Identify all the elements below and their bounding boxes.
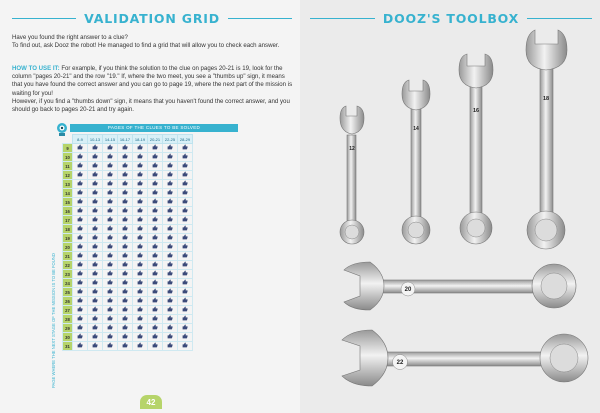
thumb-icon [118,162,133,171]
thumb-icon [118,315,133,324]
thumb-icon [118,261,133,270]
thumb-icon [118,153,133,162]
grid-corner [63,135,73,144]
thumb-icon [103,153,118,162]
grid-column-20-21: 20-21 [148,135,163,144]
thumb-icon [178,243,193,252]
thumb-icon [148,342,163,351]
thumb-icon [133,180,148,189]
page-number: 42 [140,395,162,409]
thumb-icon [88,306,103,315]
thumb-icon [73,333,88,342]
thumb-icon [178,297,193,306]
thumb-icon [118,342,133,351]
thumb-icon [178,333,193,342]
wrench-22-label: 22 [396,360,404,366]
grid-column-14-15: 14-15 [103,135,118,144]
thumb-icon [178,342,193,351]
thumb-icon [103,270,118,279]
thumb-icon [148,270,163,279]
thumb-icon [178,189,193,198]
thumb-icon [163,333,178,342]
thumb-icon [163,243,178,252]
thumb-icon [163,144,178,153]
grid-body [63,144,193,351]
grid-row-29: 29 [63,324,73,333]
thumb-icon [73,252,88,261]
thumb-icon [148,279,163,288]
how-to-body: For example, if you think the solution to the clue on pages 20-21 is 19, look for the column "pages 20-21" and the row "19." If, where the two meet, you see a "thumbs up" sign, it means that you have found the correct answer and you can go to page 19, where the next part of the mission is waiting for you! [12,65,293,97]
thumb-icon [88,261,103,270]
thumb-icon [103,324,118,333]
thumb-icon [178,315,193,324]
thumb-icon [88,279,103,288]
thumb-icon [148,315,163,324]
thumb-icon [133,252,148,261]
thumb-icon [103,261,118,270]
thumb-icon [73,198,88,207]
thumb-icon [73,171,88,180]
intro-line-1: Have you found the right answer to a clue? [12,34,128,41]
thumb-icon [103,288,118,297]
thumb-icon [148,225,163,234]
thumb-icon [118,207,133,216]
thumb-icon [133,234,148,243]
thumb-icon [148,324,163,333]
thumb-icon [163,189,178,198]
thumb-icon [163,171,178,180]
grid-row-28: 28 [63,315,73,324]
header-rule-right [228,18,292,19]
thumb-icon [118,252,133,261]
grid-row-15: 15 [63,198,73,207]
thumb-icon [133,306,148,315]
thumb-icon [148,207,163,216]
thumb-icon [118,306,133,315]
row-axis-label-text: PAGE WHERE THE NEXT STAGE OF THE MISSION IS TO BE FOUND [51,253,56,388]
validation-grid [50,120,240,392]
thumb-icon [73,306,88,315]
how-to-body-2: However, if you find a "thumbs down" sign, it means that you haven't found the correct answer, and you should go back to pages 20-21 and try again. [12,97,290,114]
thumb-icon [163,180,178,189]
table-row [63,288,193,297]
grid-row-13: 13 [63,180,73,189]
table-row [63,342,193,351]
thumb-icon [103,189,118,198]
thumb-icon [73,342,88,351]
thumb-icon [133,261,148,270]
table-row [63,297,193,306]
table-row [63,333,193,342]
thumb-icon [103,297,118,306]
thumb-icon [73,288,88,297]
thumb-icon [103,198,118,207]
table-row [63,225,193,234]
grid-row-19: 19 [63,234,73,243]
table-row [63,324,193,333]
thumb-icon [178,171,193,180]
thumb-icon [178,225,193,234]
thumb-icon [73,153,88,162]
wrench-14-icon [402,80,430,244]
thumb-icon [118,333,133,342]
table-row [63,180,193,189]
thumb-icon [133,225,148,234]
thumb-icon [178,279,193,288]
grid-row-22: 22 [63,261,73,270]
thumb-icon [88,243,103,252]
grid-column-8-9: 8-9 [73,135,88,144]
thumb-icon [148,171,163,180]
thumb-icon [73,261,88,270]
thumb-icon [88,297,103,306]
thumb-icon [148,162,163,171]
thumb-icon [88,342,103,351]
thumb-icon [133,270,148,279]
thumb-icon [163,297,178,306]
thumb-icon [148,288,163,297]
thumb-icon [163,234,178,243]
thumb-icon [103,234,118,243]
thumb-icon [118,243,133,252]
grid-row-24: 24 [63,279,73,288]
thumb-icon [163,162,178,171]
how-to-use-text [12,65,294,114]
thumb-icon [133,279,148,288]
thumb-icon [88,171,103,180]
thumb-icon [73,180,88,189]
thumb-icon [88,234,103,243]
grid-column-22-25: 22-25 [163,135,178,144]
grid-row-20: 20 [63,243,73,252]
grid-row-12: 12 [63,171,73,180]
thumb-icon [103,252,118,261]
table-row [63,306,193,315]
thumb-icon [178,162,193,171]
thumb-icon [133,342,148,351]
thumb-icon [73,324,88,333]
thumb-icon [103,225,118,234]
grid-row-16: 16 [63,207,73,216]
thumb-icon [178,252,193,261]
thumb-icon [103,171,118,180]
thumb-icon [133,297,148,306]
table-row [63,153,193,162]
intro-text [12,34,292,50]
thumb-icon [73,279,88,288]
how-to-label: HOW TO USE IT: [12,65,60,72]
table-row [63,216,193,225]
thumb-icon [88,198,103,207]
grid-row-26: 26 [63,297,73,306]
thumb-icon [73,270,88,279]
thumb-icon [73,243,88,252]
thumb-icon [73,216,88,225]
thumb-icon [178,261,193,270]
thumb-icon [73,189,88,198]
intro-line-2: To find out, ask Dooz the robot! He managed to find a grid that will allow you to check each answer. [12,42,280,50]
grid-row-14: 14 [63,189,73,198]
thumb-icon [163,207,178,216]
thumb-icon [163,216,178,225]
wrench-illustration [300,0,600,413]
thumb-icon [163,324,178,333]
thumb-icon [148,333,163,342]
validation-grid-header [12,8,292,28]
thumb-icon [118,234,133,243]
thumb-icon [88,333,103,342]
header-rule-left [12,18,76,19]
thumb-icon [163,306,178,315]
wrench-20-label: 20 [404,287,412,293]
thumb-icon [163,315,178,324]
grid-row-17: 17 [63,216,73,225]
thumb-icon [148,144,163,153]
grid-row-18: 18 [63,225,73,234]
thumb-icon [133,198,148,207]
thumb-icon [103,207,118,216]
thumb-icon [178,288,193,297]
thumb-icon [148,243,163,252]
thumb-icon [103,216,118,225]
thumb-icon [118,180,133,189]
thumb-icon [118,270,133,279]
thumb-icon [103,306,118,315]
thumb-icon [73,144,88,153]
thumb-icon [148,261,163,270]
thumb-icon [133,288,148,297]
table-row [63,162,193,171]
grid-column-header: PAGES OF THE CLUES TO BE SOLVED [70,124,238,132]
grid-row-30: 30 [63,333,73,342]
thumb-icon [163,252,178,261]
thumb-icon [163,225,178,234]
thumb-icon [163,198,178,207]
thumb-icon [178,306,193,315]
thumb-icon [163,288,178,297]
thumb-icon [73,207,88,216]
table-row [63,252,193,261]
thumb-icon [133,315,148,324]
thumb-icon [88,270,103,279]
thumb-icon [73,297,88,306]
thumb-icon [163,261,178,270]
thumb-icon [148,153,163,162]
thumb-icon [88,288,103,297]
thumb-icon [118,297,133,306]
grid-row-21: 21 [63,252,73,261]
thumb-icon [103,342,118,351]
wrench-12-icon [340,106,364,244]
grid-row-11: 11 [63,162,73,171]
thumb-icon [88,252,103,261]
thumb-icon [148,198,163,207]
validation-grid-title: VALIDATION GRID [84,10,220,26]
thumb-icon [118,324,133,333]
thumb-icon [88,324,103,333]
thumb-icon [163,342,178,351]
thumb-icon [88,216,103,225]
thumb-icon [133,144,148,153]
thumb-icon [133,333,148,342]
table-row [63,243,193,252]
grid-row-27: 27 [63,306,73,315]
thumb-icon [148,180,163,189]
table-row [63,270,193,279]
thumb-icon [103,180,118,189]
thumb-icon [103,315,118,324]
grid-row-23: 23 [63,270,73,279]
table-row [63,189,193,198]
thumb-icon [133,243,148,252]
thumb-icon [103,333,118,342]
thumb-icon [133,162,148,171]
thumb-icon [163,279,178,288]
thumb-icon [133,207,148,216]
thumb-icon [178,180,193,189]
thumb-icon [118,279,133,288]
grid-row-10: 10 [63,153,73,162]
table-row [63,207,193,216]
thumb-icon [103,162,118,171]
thumb-icon [73,234,88,243]
thumb-icon [148,189,163,198]
thumb-icon [133,153,148,162]
table-row [63,234,193,243]
wrench-16-label: 16 [472,108,480,114]
thumb-icon [133,171,148,180]
grid-column-16-17: 16-17 [118,135,133,144]
table-row [63,171,193,180]
thumb-icon [73,162,88,171]
thumb-icon [133,189,148,198]
right-page [300,0,600,413]
thumb-icon [118,198,133,207]
thumb-icon [118,189,133,198]
grid-table [62,134,193,351]
thumb-icon [118,225,133,234]
thumb-icon [88,225,103,234]
thumb-icon [118,216,133,225]
thumb-icon [148,216,163,225]
thumb-icon [73,225,88,234]
table-row [63,198,193,207]
thumb-icon [178,198,193,207]
thumb-icon [88,180,103,189]
grid-column-28-29: 28-29 [178,135,193,144]
thumb-icon [118,144,133,153]
thumb-icon [163,270,178,279]
thumb-icon [178,270,193,279]
table-row [63,279,193,288]
grid-column-10-13: 10-13 [88,135,103,144]
grid-row-9: 9 [63,144,73,153]
thumb-icon [178,216,193,225]
thumb-icon [88,315,103,324]
table-row [63,144,193,153]
thumb-icon [178,234,193,243]
thumb-icon [118,171,133,180]
grid-column-18-19: 18-19 [133,135,148,144]
row-axis-label [48,160,58,390]
grid-row-31: 31 [63,342,73,351]
thumb-icon [118,288,133,297]
thumb-icon [163,153,178,162]
thumb-icon [178,207,193,216]
thumb-icon [178,153,193,162]
thumb-icon [88,162,103,171]
wrench-20-icon [344,262,576,310]
thumb-icon [103,243,118,252]
thumb-icon [103,279,118,288]
thumb-icon [88,144,103,153]
table-row [63,315,193,324]
wrench-12-label: 12 [349,146,355,152]
grid-header-row [63,135,193,144]
thumb-icon [88,189,103,198]
thumb-icon [73,315,88,324]
wrench-18-label: 18 [542,96,550,102]
thumb-icon [178,324,193,333]
thumb-icon [178,144,193,153]
wrench-18-icon [526,30,567,249]
thumb-icon [88,153,103,162]
table-row [63,261,193,270]
thumb-icon [103,144,118,153]
thumb-icon [148,252,163,261]
thumb-icon [133,216,148,225]
thumb-icon [88,207,103,216]
thumb-icon [148,297,163,306]
wrench-14-label: 14 [413,126,419,132]
thumb-icon [148,234,163,243]
thumb-icon [133,324,148,333]
toolbox-title: DOOZ'S TOOLBOX [382,10,520,26]
thumb-icon [148,306,163,315]
grid-row-25: 25 [63,288,73,297]
wrench-16-icon [459,54,493,244]
wrench-22-icon [342,330,588,386]
